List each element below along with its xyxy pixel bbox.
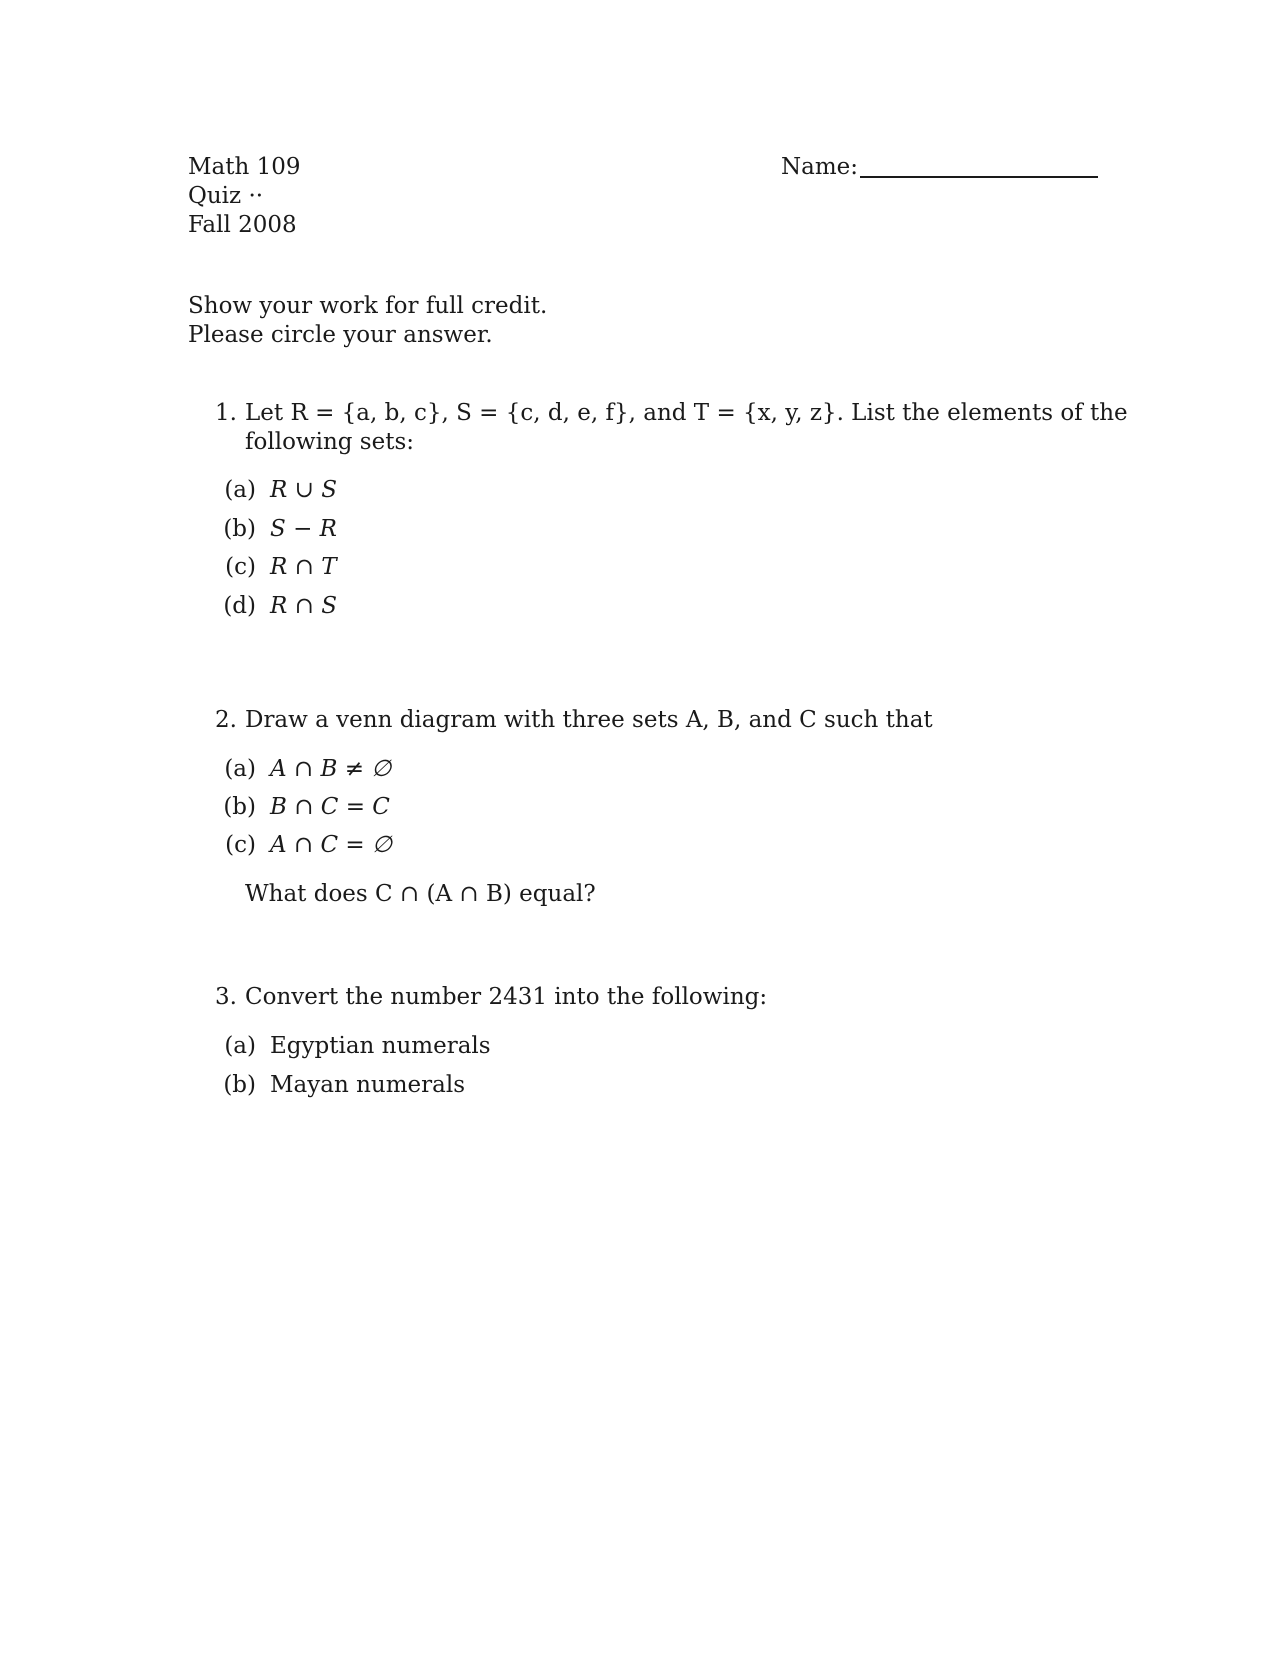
quiz-label: Quiz ·· xyxy=(188,183,264,209)
course-title: Math 109 xyxy=(188,154,301,180)
question-1-line-2: following sets: xyxy=(245,429,415,455)
part-expression: R ∩ S xyxy=(270,593,337,619)
part-label: (c) xyxy=(225,554,256,580)
part-expression: B ∩ C = C xyxy=(270,794,390,820)
question-number: 3. xyxy=(215,984,237,1010)
name-label: Name: xyxy=(781,154,859,180)
question-2-followup: What does C ∩ (A ∩ B) equal? xyxy=(245,881,596,907)
part-label: (b) xyxy=(223,516,256,542)
term-label: Fall 2008 xyxy=(188,212,297,238)
part-expression: A ∩ B ≠ ∅ xyxy=(270,756,392,782)
part-label: (d) xyxy=(223,593,256,619)
part-label: (b) xyxy=(223,794,256,820)
part-label: (b) xyxy=(223,1072,256,1098)
question-1-part-b xyxy=(200,514,337,544)
question-2-part-a xyxy=(200,754,391,784)
question-2-part-b xyxy=(200,792,390,822)
question-text: Draw a venn diagram with three sets A, B, and C such that xyxy=(245,707,933,733)
question-1-part-c xyxy=(200,552,337,582)
name-underline[interactable] xyxy=(860,176,1098,178)
part-label: (a) xyxy=(224,477,256,503)
question-3 xyxy=(215,982,767,1012)
part-label: (c) xyxy=(225,832,256,858)
part-expression: R ∩ T xyxy=(270,554,337,580)
part-label: (a) xyxy=(224,1033,256,1059)
question-3-part-b xyxy=(200,1070,465,1100)
part-expression: S − R xyxy=(270,516,337,542)
question-1 xyxy=(215,398,1128,428)
part-label: (a) xyxy=(224,756,256,782)
question-2-part-c xyxy=(200,830,392,860)
question-1-part-d xyxy=(200,591,337,621)
question-text: Let R = {a, b, c}, S = {c, d, e, f}, and T = {x, y, z}. List the elements of the xyxy=(245,400,1128,426)
question-3-part-a xyxy=(200,1031,491,1061)
question-number: 1. xyxy=(215,400,237,426)
question-2 xyxy=(215,705,933,735)
question-number: 2. xyxy=(215,707,237,733)
question-text: Convert the number 2431 into the following: xyxy=(245,984,768,1010)
question-1-part-a xyxy=(200,475,337,505)
name-field[interactable] xyxy=(781,152,1098,182)
part-expression: A ∩ C = ∅ xyxy=(270,832,393,858)
instruction-line-1: Show your work for full credit. xyxy=(188,293,548,319)
part-expression: Egyptian numerals xyxy=(270,1033,491,1059)
part-expression: Mayan numerals xyxy=(270,1072,466,1098)
instruction-line-2: Please circle your answer. xyxy=(188,322,493,348)
part-expression: R ∪ S xyxy=(270,477,337,503)
